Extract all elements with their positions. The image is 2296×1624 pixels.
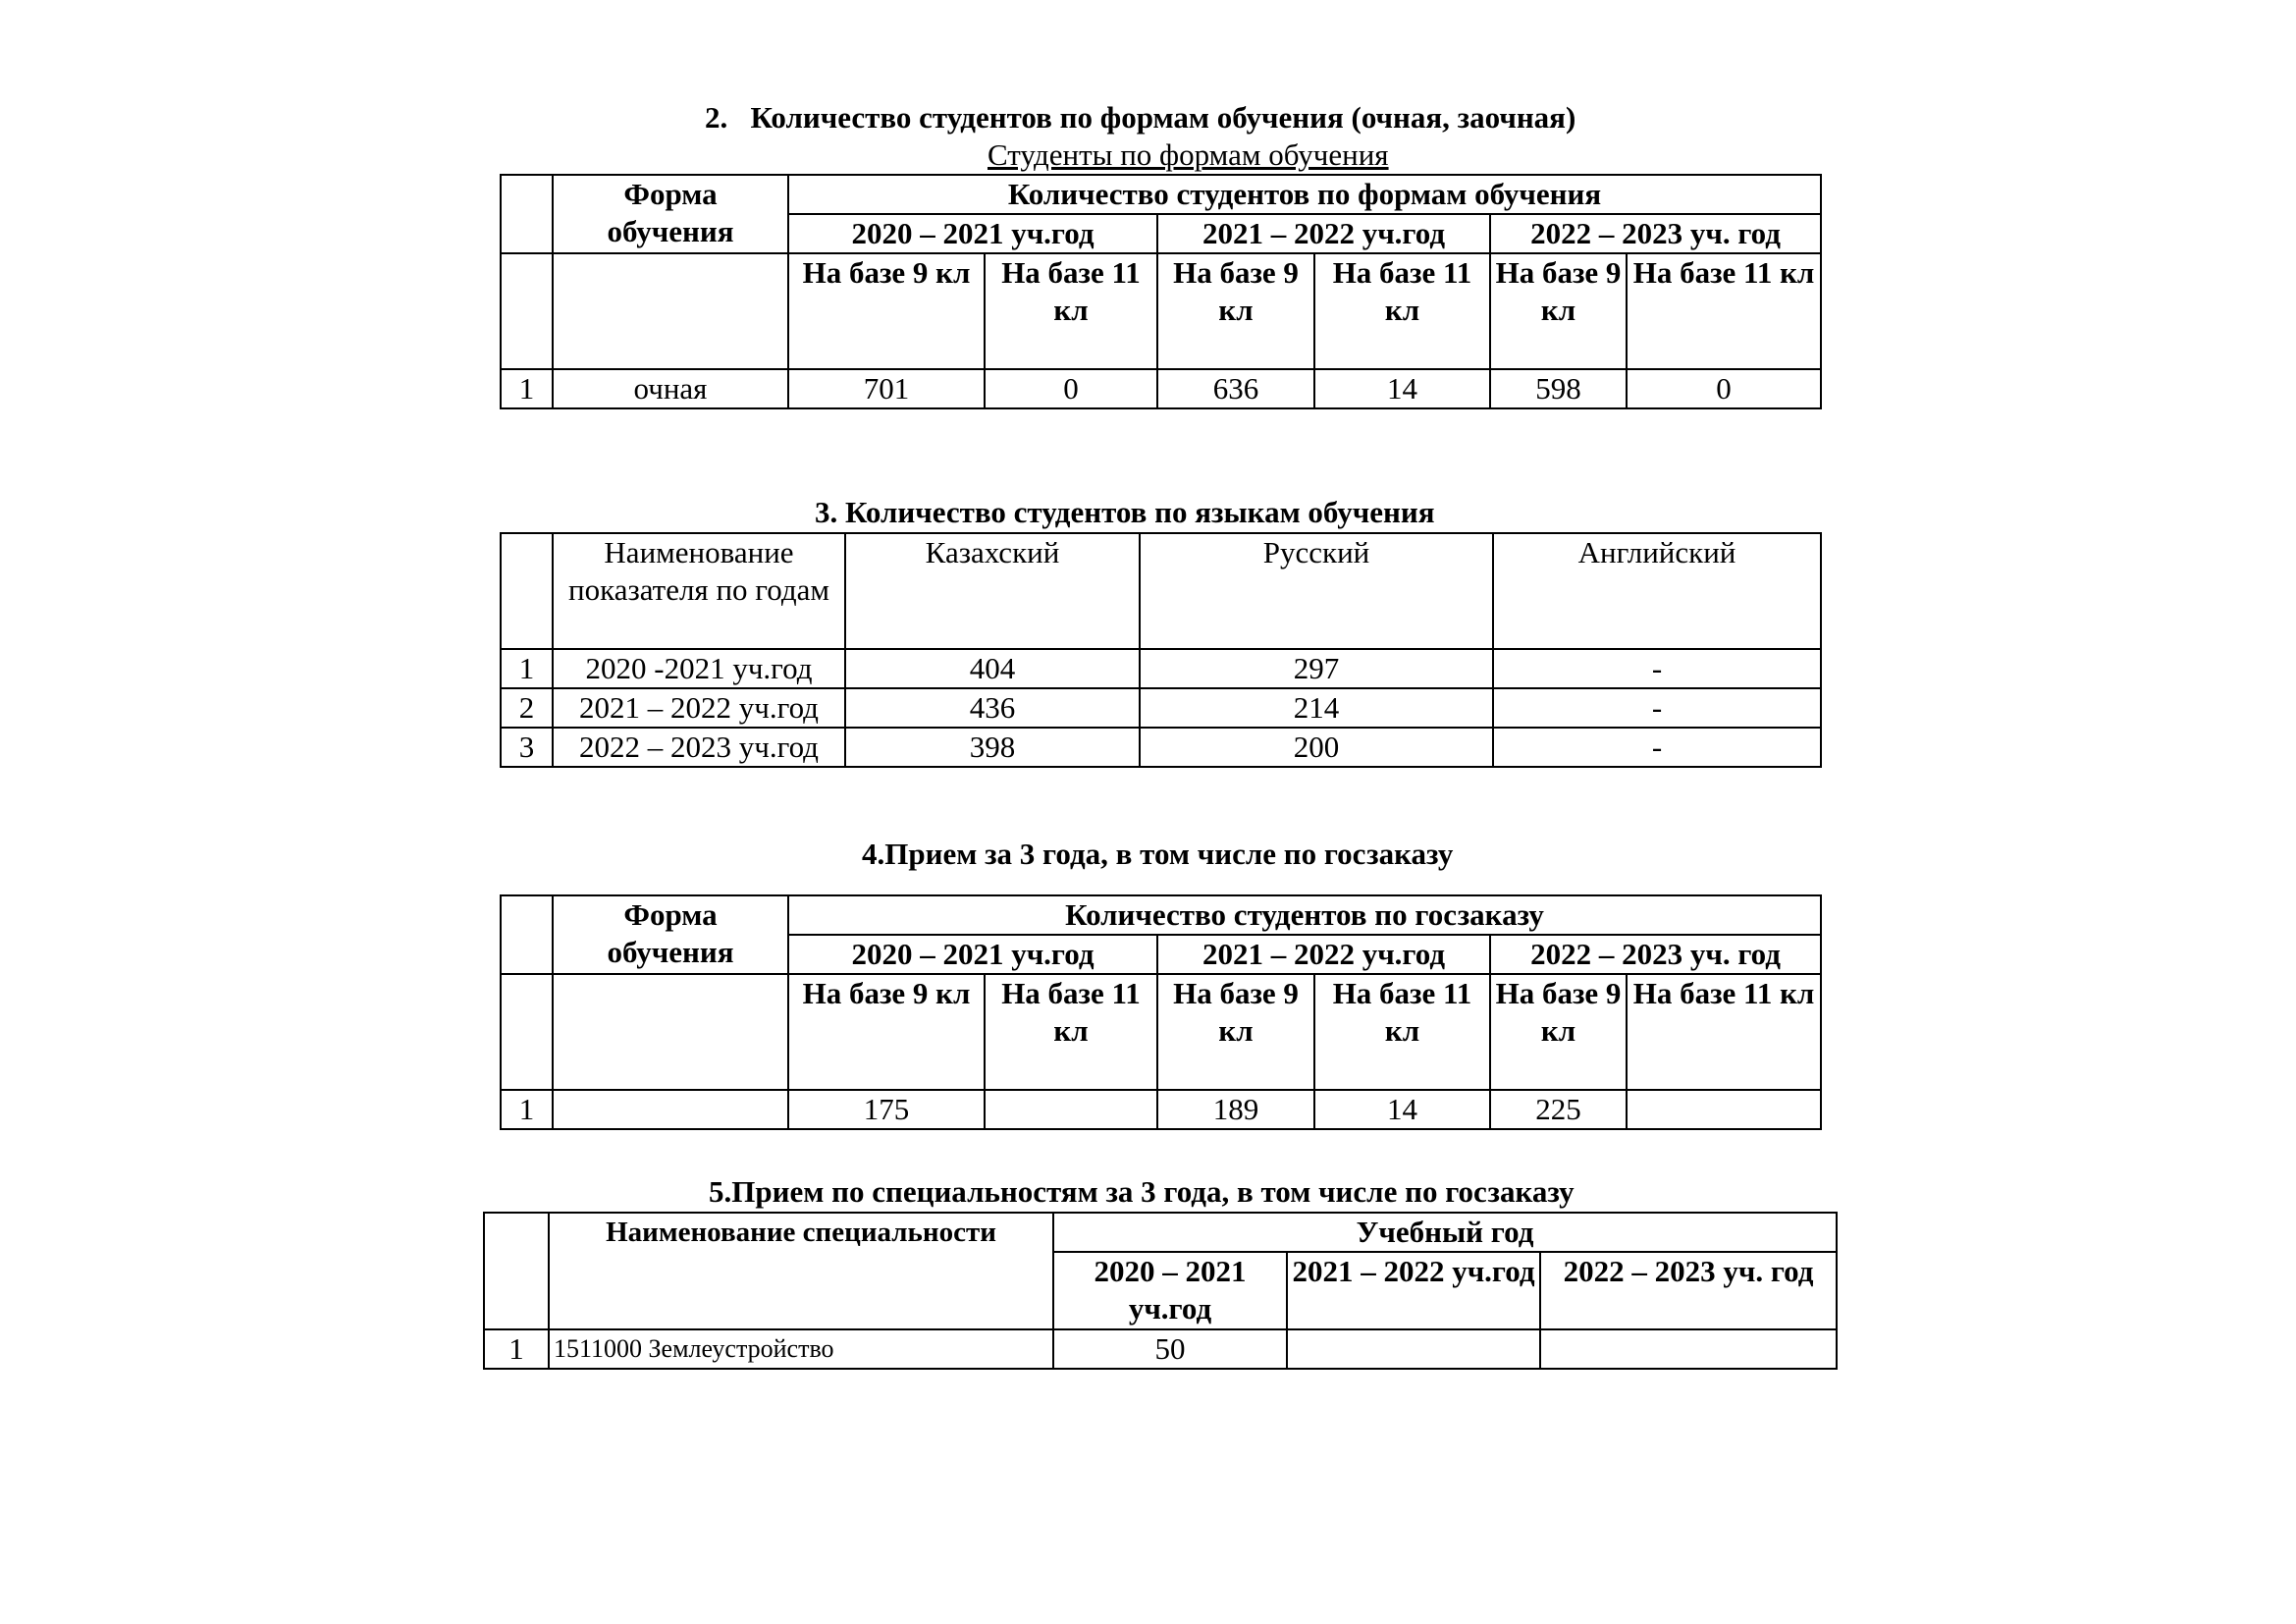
table-header-row (484, 1213, 1837, 1252)
header-base: На базе 11 кл (1627, 253, 1821, 369)
table-header-row (501, 253, 1821, 369)
table-specialties (483, 1212, 1838, 1370)
header-specialty-name: Наименование специальности (549, 1213, 1053, 1329)
header-num (501, 175, 553, 253)
row-year: 2020 -2021 уч.год (553, 649, 845, 688)
table-header-row (501, 974, 1821, 1090)
cell-value: 14 (1314, 369, 1490, 408)
header-num (501, 533, 553, 649)
cell-kazakh: 398 (845, 728, 1140, 767)
section2-number: 2. (705, 100, 728, 135)
table-row (501, 369, 1821, 408)
cell-value: 189 (1157, 1090, 1314, 1129)
row-num: 1 (501, 369, 553, 408)
section2-subtitle: Студенты по формам обучения (988, 137, 1389, 172)
header-empty (553, 974, 788, 1090)
cell-value (985, 1090, 1157, 1129)
row-num: 3 (501, 728, 553, 767)
header-kazakh: Казахский (845, 533, 1140, 649)
cell-kazakh: 404 (845, 649, 1140, 688)
row-specialty: 1511000 Землеустройство (549, 1329, 1053, 1369)
row-year: 2022 – 2023 уч.год (553, 728, 845, 767)
header-english: Английский (1493, 533, 1821, 649)
cell-value: 14 (1314, 1090, 1490, 1129)
header-num (484, 1213, 549, 1329)
cell-english: - (1493, 728, 1821, 767)
header-base: На базе 9 кл (1157, 253, 1314, 369)
header-russian: Русский (1140, 533, 1493, 649)
header-num (501, 895, 553, 974)
cell-value (1540, 1329, 1837, 1369)
header-year: 2021 – 2022 уч.год (1157, 214, 1490, 253)
cell-russian: 214 (1140, 688, 1493, 728)
header-base: На базе 9 кл (788, 974, 985, 1090)
header-base: На базе 11 кл (1314, 253, 1490, 369)
table-header-row (501, 175, 1821, 214)
table-row (501, 688, 1821, 728)
row-form: очная (553, 369, 788, 408)
header-form: Форма обучения (553, 895, 788, 974)
header-year: 2020 – 2021 уч.год (788, 935, 1157, 974)
table-row (501, 1090, 1821, 1129)
header-base: На базе 9 кл (1157, 974, 1314, 1090)
header-base: На базе 11 кл (1627, 974, 1821, 1090)
header-year: 2020 – 2021 уч.год (1053, 1252, 1287, 1329)
header-base: На базе 9 кл (1490, 253, 1627, 369)
header-group: Учебный год (1053, 1213, 1837, 1252)
cell-value: 598 (1490, 369, 1627, 408)
header-year: 2021 – 2022 уч.год (1287, 1252, 1540, 1329)
cell-value: 50 (1053, 1329, 1287, 1369)
header-group: Количество студентов по госзаказу (788, 895, 1821, 935)
header-base: На базе 9 кл (788, 253, 985, 369)
cell-english: - (1493, 688, 1821, 728)
table-row (484, 1329, 1837, 1369)
section2-title-text: Количество студентов по формам обучения (очная, заочная) (750, 100, 1576, 135)
cell-value (1627, 1090, 1821, 1129)
cell-russian: 200 (1140, 728, 1493, 767)
cell-value: 175 (788, 1090, 985, 1129)
header-empty (501, 974, 553, 1090)
cell-value: 0 (1627, 369, 1821, 408)
header-base: На базе 9 кл (1490, 974, 1627, 1090)
header-form: Форма обучения (553, 175, 788, 253)
cell-value: 701 (788, 369, 985, 408)
cell-kazakh: 436 (845, 688, 1140, 728)
cell-value: 636 (1157, 369, 1314, 408)
table-header-row (501, 533, 1821, 649)
header-base: На базе 11 кл (985, 253, 1157, 369)
section2-title (705, 100, 1575, 135)
header-base: На базе 11 кл (1314, 974, 1490, 1090)
section4-title: 4.Прием за 3 года, в том числе по госзаказу (862, 837, 1454, 871)
section5-title: 5.Прием по специальностям за 3 года, в том числе по госзаказу (709, 1174, 1575, 1209)
table-forms-of-study (500, 174, 1822, 409)
cell-value (1287, 1329, 1540, 1369)
row-num: 1 (484, 1329, 549, 1369)
table-header-row (501, 895, 1821, 935)
header-empty (553, 253, 788, 369)
table-row (501, 649, 1821, 688)
header-year: 2020 – 2021 уч.год (788, 214, 1157, 253)
row-num: 1 (501, 649, 553, 688)
table-state-order (500, 894, 1822, 1130)
header-year: 2022 – 2023 уч. год (1490, 214, 1821, 253)
cell-value: 225 (1490, 1090, 1627, 1129)
row-num: 2 (501, 688, 553, 728)
section3-title: 3. Количество студентов по языкам обучения (815, 495, 1435, 529)
row-num: 1 (501, 1090, 553, 1129)
header-base: На базе 11 кл (985, 974, 1157, 1090)
cell-english: - (1493, 649, 1821, 688)
table-languages (500, 532, 1822, 768)
header-empty (501, 253, 553, 369)
row-form (553, 1090, 788, 1129)
header-year: 2022 – 2023 уч. год (1540, 1252, 1837, 1329)
cell-value: 0 (985, 369, 1157, 408)
table-row (501, 728, 1821, 767)
header-year: 2022 – 2023 уч. год (1490, 935, 1821, 974)
row-year: 2021 – 2022 уч.год (553, 688, 845, 728)
cell-russian: 297 (1140, 649, 1493, 688)
header-group: Количество студентов по формам обучения (788, 175, 1821, 214)
header-indicator: Наименование показателя по годам (553, 533, 845, 649)
header-year: 2021 – 2022 уч.год (1157, 935, 1490, 974)
